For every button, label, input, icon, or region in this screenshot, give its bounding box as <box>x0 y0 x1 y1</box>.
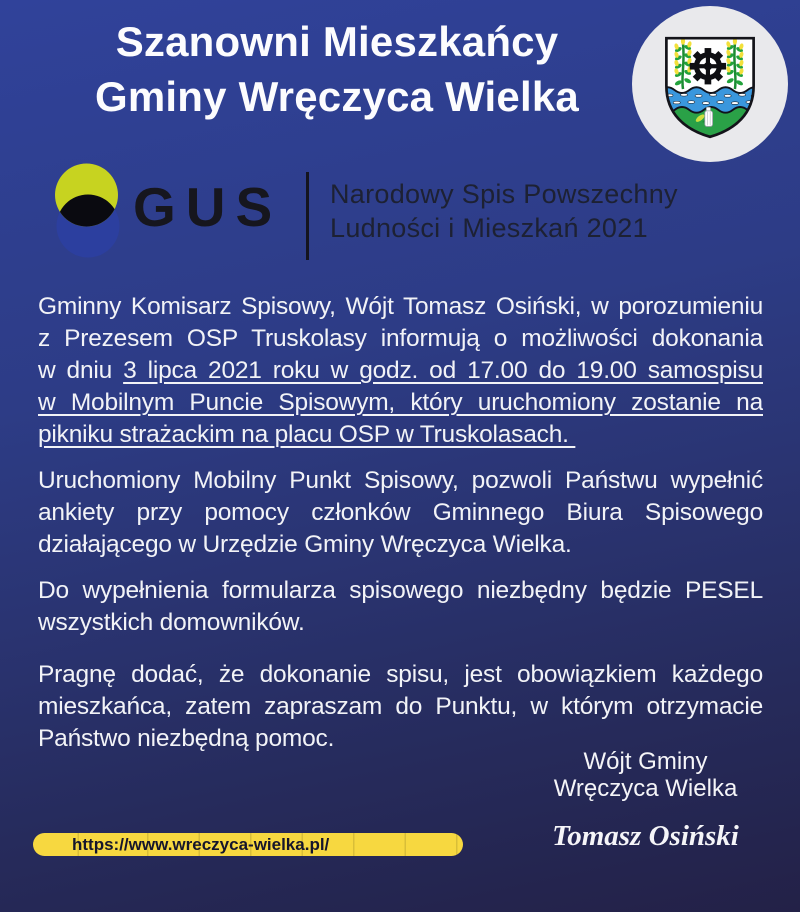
crest-badge <box>632 6 788 162</box>
body-line: działającego w Urzędzie Gminy Wręczyca Wielka. <box>38 531 572 558</box>
census-line-2: Ludności i Mieszkań 2021 <box>330 213 648 243</box>
paragraph-1 <box>38 291 763 451</box>
body-line: Do wypełnienia formularza spisowego niezbędny będzie PESEL <box>38 577 763 604</box>
census-line-1: Narodowy Spis Powszechny <box>330 179 678 209</box>
gus-acronym: GUS <box>133 176 283 238</box>
body-line: wszystkich domowników. <box>38 609 305 636</box>
census-program-name <box>330 177 678 245</box>
body-line: Gminny Komisarz Spisowy, Wójt Tomasz Osiński, w porozumieniu <box>38 293 763 320</box>
page-title <box>22 14 652 124</box>
signature-role-line-2: Wręczyca Wielka <box>553 775 738 802</box>
signature-block <box>528 748 763 850</box>
signature-role-line-1: Wójt Gminy <box>583 748 708 775</box>
website-url-text: https://www.wreczyca-wielka.pl/ <box>72 835 330 854</box>
underlined-location-line: pikniku strażackim na placu OSP w Truskolasach. <box>38 421 576 448</box>
website-link[interactable] <box>33 833 463 856</box>
underlined-location-line: w Mobilnym Puncie Spisowym, który uruchomiony zostanie na <box>38 389 763 416</box>
gus-logo-icon <box>53 162 123 260</box>
title-line-1: Szanowni Mieszkańcy <box>115 18 559 65</box>
body-line: Pragnę dodać, że dokonanie spisu, jest obowiązkiem każdego <box>38 661 763 688</box>
body-line: mieszkańca, zatem zapraszam do Punktu, w którym otrzymacie <box>38 693 763 720</box>
body-line: z Prezesem OSP Truskolasy informują o możliwości dokonania <box>38 325 763 352</box>
body-line: Państwo niezbędną pomoc. <box>38 725 335 752</box>
announcement-body <box>38 291 763 769</box>
body-line: ankiety przy pomocy członków Gminnego Biura Spisowego <box>38 499 763 526</box>
paragraph-2 <box>38 465 763 561</box>
paragraph-4 <box>38 659 763 755</box>
paragraph-3 <box>38 575 763 639</box>
signature-name: Tomasz Osiński <box>552 820 739 852</box>
body-line-prefix: w dniu <box>38 357 124 384</box>
body-line: Uruchomiony Mobilny Punkt Spisowy, pozwoli Państwu wypełnić <box>38 467 763 494</box>
body-line <box>38 355 763 387</box>
gus-divider <box>306 172 309 260</box>
municipal-coat-of-arms-icon <box>658 33 762 141</box>
underlined-date-time: 3 lipca 2021 roku w godz. od 17.00 do 19.00 samospisu <box>123 357 763 384</box>
title-line-2: Gminy Wręczyca Wielka <box>95 73 579 120</box>
